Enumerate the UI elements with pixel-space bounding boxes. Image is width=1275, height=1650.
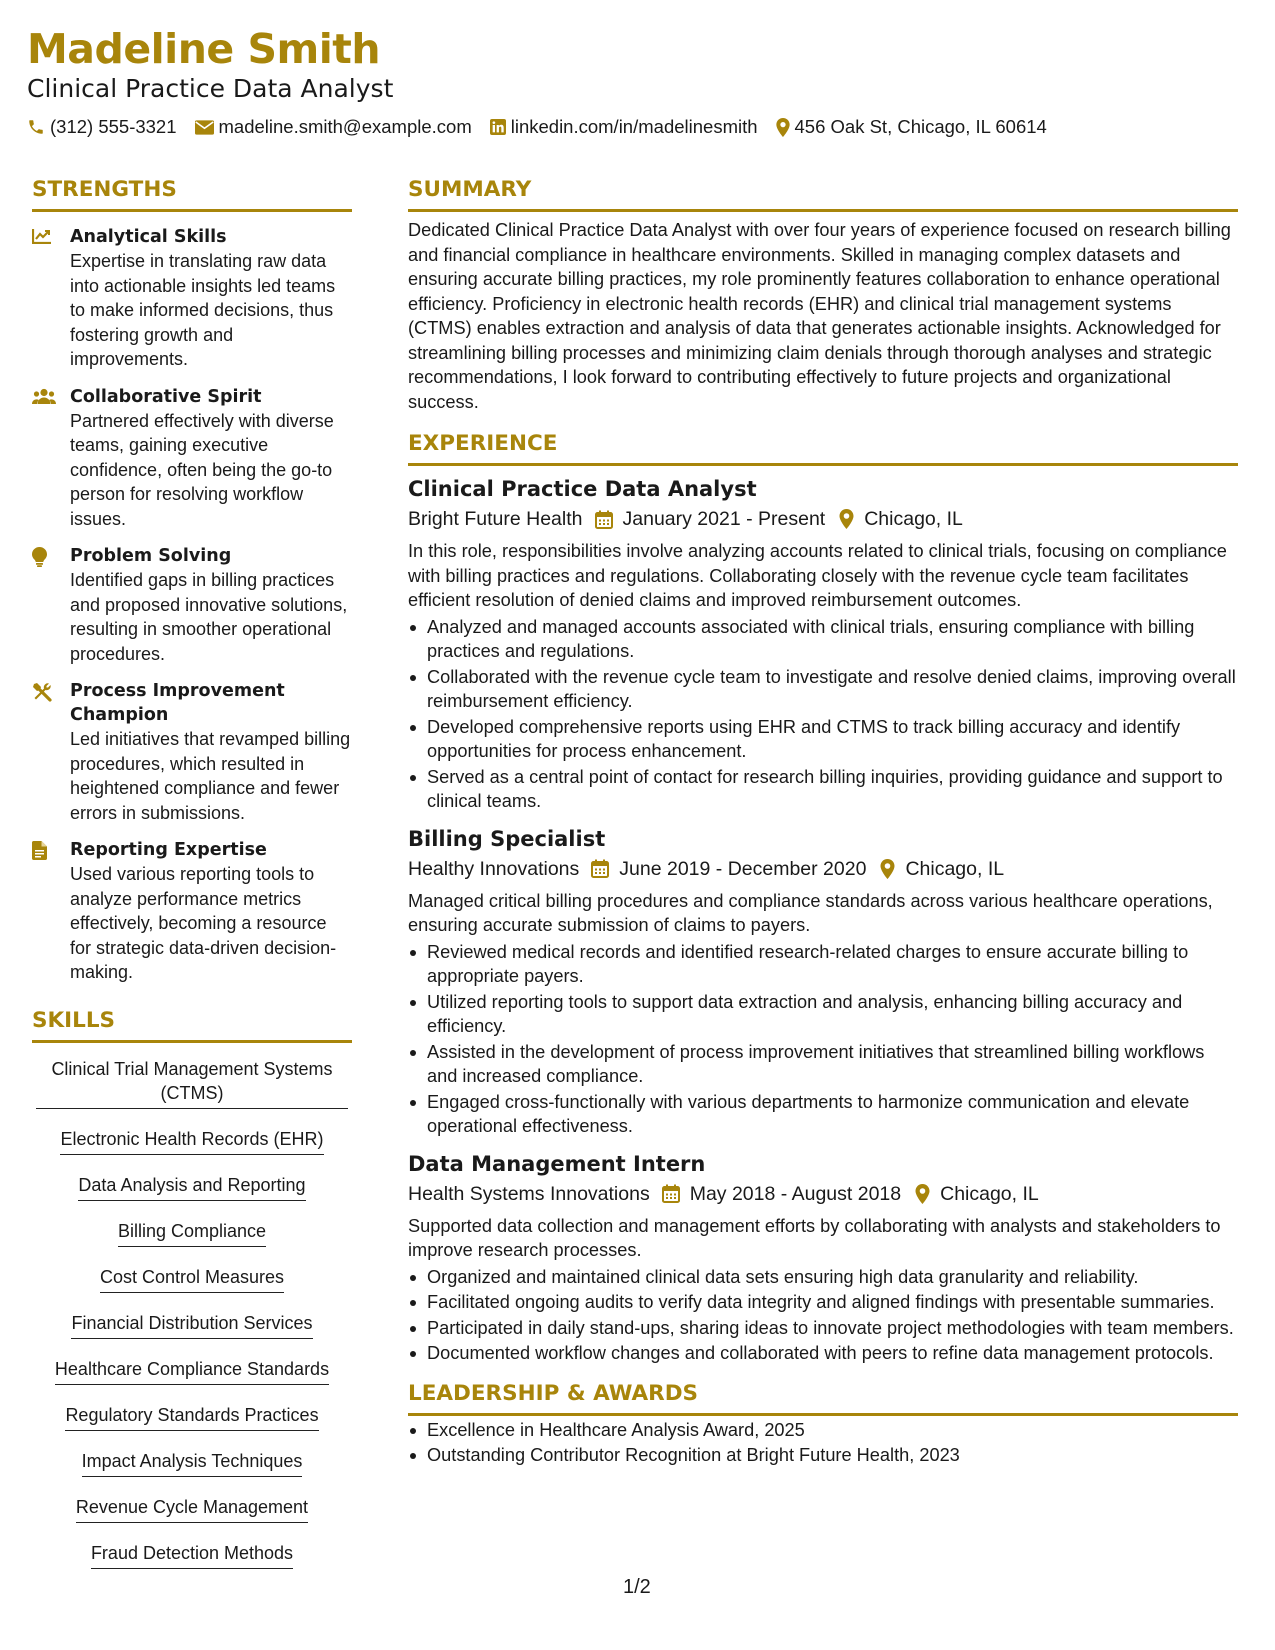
- strength-item: [32, 544, 352, 666]
- job-description: In this role, responsibilities involve analyzing accounts related to clinical trials, focusing on compliance with billing practices and regulations. Collaborating closely with the revenue cycle team facilitates efficient resolution of denied claims and improved reimbursement outcomes.: [408, 541, 1227, 610]
- skill-item: Fraud Detection Methods: [91, 1541, 293, 1569]
- phone-icon: [27, 118, 45, 136]
- location-pin-icon: [776, 118, 790, 137]
- location-pin-icon: [915, 1184, 930, 1204]
- list-item: Outstanding Contributor Recognition at Bright Future Health, 2023: [408, 1443, 1238, 1468]
- resume-header: [27, 24, 1227, 138]
- strength-title: Problem Solving: [70, 546, 232, 566]
- job-bullets: [408, 615, 1238, 814]
- list-item: Developed comprehensive reports using EHR and CTMS to track billing accuracy and identify opportunities for process enhancement.: [408, 715, 1238, 764]
- list-item: Served as a central point of contact for research billing inquiries, providing guidance and support to clinical teams.: [408, 765, 1238, 814]
- job-meta: [408, 504, 1238, 534]
- chart-icon: [32, 228, 52, 244]
- skill-item: Regulatory Standards Practices: [65, 1403, 318, 1431]
- calendar-icon: [662, 1184, 680, 1203]
- strength-text: Partnered effectively with diverse teams, gaining executive confidence, often being the go-to person for resolving workflow issues.: [70, 410, 334, 529]
- document-icon: [32, 841, 47, 860]
- candidate-name: Madeline Smith: [27, 25, 381, 73]
- list-item: Collaborated with the revenue cycle team to investigate and resolve denied claims, improving overall reimbursement efficiency.: [408, 665, 1238, 714]
- location-pin-icon: [839, 509, 854, 529]
- strength-text: Led initiatives that revamped billing procedures, which resulted in heightened compliance and fewer errors in submissions.: [70, 729, 351, 823]
- strength-item: [32, 385, 352, 532]
- envelope-icon: [195, 120, 214, 135]
- list-item: Organized and maintained clinical data sets ensuring high data granularity and reliability.: [408, 1265, 1238, 1290]
- job-entry: [408, 474, 1238, 814]
- leadership-list: [408, 1418, 1238, 1468]
- linkedin-icon: [490, 119, 506, 135]
- job-entry: [408, 824, 1238, 1139]
- job-meta: [408, 854, 1238, 884]
- strength-title: Collaborative Spirit: [70, 386, 262, 407]
- skill-item: Cost Control Measures: [100, 1265, 284, 1293]
- strength-text: Used various reporting tools to analyze performance metrics effectively, becoming a resource for strategic data-driven decision-making.: [70, 864, 337, 982]
- skill-item: Billing Compliance: [118, 1219, 266, 1247]
- job-dates: May 2018 - August 2018: [689, 1182, 902, 1205]
- skills-heading: SKILLS: [32, 1007, 352, 1043]
- list-item: Documented workflow changes and collaborated with peers to refine data management protocols.: [408, 1341, 1238, 1366]
- list-item: Utilized reporting tools to support data extraction and analysis, enhancing billing accuracy and efficiency.: [408, 990, 1238, 1039]
- job-location: Chicago, IL: [864, 508, 963, 530]
- address-text: 456 Oak St, Chicago, IL 60614: [794, 116, 1047, 137]
- calendar-icon: [595, 510, 613, 529]
- skill-item: Healthcare Compliance Standards: [55, 1357, 329, 1385]
- skill-item: Clinical Trial Management Systems (CTMS): [36, 1057, 348, 1109]
- strength-title: Analytical Skills: [70, 227, 227, 247]
- job-title: Billing Specialist: [408, 826, 606, 851]
- location-pin-icon: [880, 859, 895, 879]
- job-dates: January 2021 - Present: [622, 508, 826, 530]
- phone-text: (312) 555-3321: [50, 116, 177, 137]
- lightbulb-icon: [32, 547, 47, 567]
- job-company: Healthy Innovations: [408, 857, 580, 880]
- left-column: [32, 176, 352, 1587]
- job-location: Chicago, IL: [905, 857, 1005, 880]
- summary-heading: SUMMARY: [408, 176, 1238, 212]
- job-company: Health Systems Innovations: [408, 1182, 650, 1205]
- job-bullets: [408, 940, 1238, 1139]
- skill-item: Impact Analysis Techniques: [82, 1449, 303, 1477]
- tools-icon: [32, 682, 52, 702]
- page-number: 1/2: [623, 1576, 651, 1598]
- contact-phone: [27, 116, 177, 138]
- list-item: Assisted in the development of process improvement initiatives that streamlined billing workflows and increased compliance.: [408, 1040, 1238, 1089]
- experience-heading: EXPERIENCE: [408, 430, 1238, 466]
- job-bullets: [408, 1265, 1238, 1366]
- contact-linkedin[interactable]: [490, 116, 758, 138]
- list-item: Engaged cross-functionally with various departments to harmonize communication and elevate operational effectiveness.: [408, 1090, 1238, 1139]
- list-item: Participated in daily stand-ups, sharing ideas to innovate project methodologies with team members.: [408, 1316, 1238, 1341]
- job-description: Managed critical billing procedures and compliance standards across various healthcare operations, ensuring accurate submission of claims to payers.: [408, 890, 1213, 935]
- strengths-heading: STRENGTHS: [32, 176, 352, 212]
- list-item: Excellence in Healthcare Analysis Award, 2025: [408, 1418, 1238, 1443]
- strength-text: Expertise in translating raw data into actionable insights led teams to make informed decisions, thus fostering growth and improvements.: [70, 251, 336, 369]
- job-meta: [408, 1179, 1238, 1209]
- email-link[interactable]: madeline.smith@example.com: [218, 116, 472, 137]
- strength-title: Process Improvement Champion: [70, 681, 285, 725]
- strength-item: [32, 225, 352, 372]
- job-description: Supported data collection and management efforts by collaborating with analysts and stakeholders to improve research processes.: [408, 1215, 1221, 1260]
- contact-address: [776, 116, 1047, 138]
- job-title: Data Management Intern: [408, 1151, 706, 1176]
- candidate-title: Clinical Practice Data Analyst: [27, 74, 394, 103]
- contact-bar: [27, 116, 1227, 138]
- list-item: Facilitated ongoing audits to verify data integrity and aligned findings with presentable summaries.: [408, 1290, 1238, 1315]
- skill-item: Revenue Cycle Management: [76, 1495, 308, 1523]
- linkedin-link[interactable]: linkedin.com/in/madelinesmith: [510, 116, 758, 137]
- skills-list: [32, 1057, 352, 1587]
- right-column: [408, 176, 1238, 1469]
- skill-item: Financial Distribution Services: [71, 1311, 312, 1339]
- calendar-icon: [591, 859, 609, 878]
- strength-title: Reporting Expertise: [70, 840, 267, 860]
- job-location: Chicago, IL: [940, 1182, 1039, 1205]
- skill-item: Electronic Health Records (EHR): [60, 1127, 323, 1155]
- job-dates: June 2019 - December 2020: [619, 857, 867, 880]
- skill-item: Data Analysis and Reporting: [78, 1173, 305, 1201]
- contact-email[interactable]: [195, 116, 472, 138]
- leadership-heading: LEADERSHIP & AWARDS: [408, 1380, 1238, 1416]
- job-company: Bright Future Health: [408, 508, 583, 530]
- job-entry: [408, 1149, 1238, 1366]
- list-item: Reviewed medical records and identified research-related charges to ensure accurate billing to appropriate payers.: [408, 940, 1238, 989]
- users-icon: [32, 388, 56, 405]
- strength-item: [32, 679, 352, 825]
- summary-text: Dedicated Clinical Practice Data Analyst with over four years of experience focused on research billing and financial compliance in healthcare environments. Skilled in managing complex datasets and ensuring accurate billing practices, my role prominently features collaboration to enhance operational efficiency. Proficiency in electronic health records (EHR) and clinical trial management systems (CTMS) enables extraction and analysis of data that generates actionable insights. Acknowledged for streamlining billing processes and minimizing claim denials through thorough analyses and strategic recommendations, I look forward to contributing effectively to future projects and organizational success.: [408, 220, 1231, 412]
- strength-text: Identified gaps in billing practices and proposed innovative solutions, resulting in smoother operational procedures.: [70, 570, 348, 664]
- list-item: Analyzed and managed accounts associated with clinical trials, ensuring compliance with billing practices and regulations.: [408, 615, 1238, 664]
- strength-item: [32, 838, 352, 985]
- job-title: Clinical Practice Data Analyst: [408, 477, 757, 501]
